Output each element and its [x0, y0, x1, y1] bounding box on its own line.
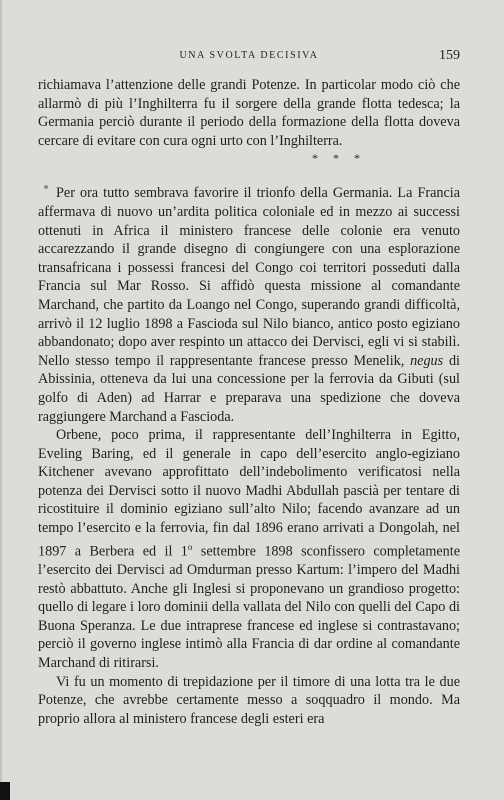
section-gap — [38, 170, 460, 184]
paragraph-1: richiamava l’attenzione delle grandi Potenze. In particolar modo ciò che allarmò di più l’Inghilterra fu il sorgere della grande flotta tedesca; la Germania perciò durante il periodo della formazione della flotta doveva cercare di evitare con cura ogni urto con l’Inghilterra. — [38, 77, 460, 149]
paragraph-3-text-a: Orbene, poco prima, il rappresentante dell’Inghilterra in Egitto, Eveling Baring, ed il generale in capo dell’esercito anglo-egiziano Kitchener avevano approfittato dell’indebolimento verificatosi nella potenza dei Dervisci sotto il nuovo Madhi Abdullah pascià per tentare di ricostituire il dominio egiziano sull’alto Nilo; facendo avanzare ad un tempo l’esercito e la ferrovia, fin dal 1896 erano arrivati a Dongolah, nel 1897 a Berbera ed il 1 — [38, 427, 460, 560]
body-text — [38, 76, 460, 728]
section-separator: * * * — [312, 151, 366, 166]
scan-corner-mark — [0, 782, 10, 800]
page-number: 159 — [439, 48, 460, 63]
paragraph-2-italic: negus — [410, 352, 444, 369]
paragraph-2-text-a: Per ora tutto sembrava favorire il trionfo della Germania. La Francia affermava di nuovo un’ardita politica coloniale ed in mezzo ai successi ottenuti in Africa il ministero francese delle colonie era venuto accarezzando il grande disegno di congiungere con una esplorazione transafricana i possessi francesi del Congo coi territori posseduti dalla Francia sul Mar Rosso. Si affidò questa missione al comandante Marchand, che partito da Loango nel Congo, superando grandi difficoltà, arrivò il 12 luglio 1898 a Fascioda sul Nilo bianco, antico posto egiziano abbandonato; dopo aver respinto un attacco dei Dervisci, egli vi si stabilì. Nello stesso tempo il rappresentante francese presso Menelik, — [38, 185, 460, 369]
page-left-edge — [0, 0, 2, 800]
running-title: UNA SVOLTA DECISIVA — [179, 50, 319, 61]
paragraph-4: Vi fu un momento di trepidazione per il timore di una lotta tra le due Potenze, che avrebbe certamente messo a soqquadro il mondo. Ma proprio allora al ministero francese degli esteri era — [38, 673, 460, 727]
paragraph-2 — [38, 184, 460, 426]
paragraph-2-text-b: di Abissinia, otteneva da lui una concessione per la ferrovia da Gibuti (sul golfo di Aden) ad Harrar e preparava una spedizione che doveva raggiungere Marchand a Fascioda. — [38, 352, 460, 425]
paragraph-3-text-b: settembre 1898 sconfissero completamente l’esercito dei Dervisci ad Omdurman presso Kartum: l’impero del Madhi restò abbattuto. Anche gli Inglesi si proponevano un grandioso progetto: quello di legare i loro dominii della vallata del Nilo con quelli del Capo di Buona Speranza. Le due intraprese francese ed inglese si contrastavano; perciò il governo inglese intimò alla Francia di dar ordine al comandante Marchand di ritirarsi. — [38, 543, 460, 671]
running-head — [38, 48, 460, 64]
paragraph-3-superscript: o — [187, 541, 193, 552]
paragraph-3 — [38, 426, 460, 672]
